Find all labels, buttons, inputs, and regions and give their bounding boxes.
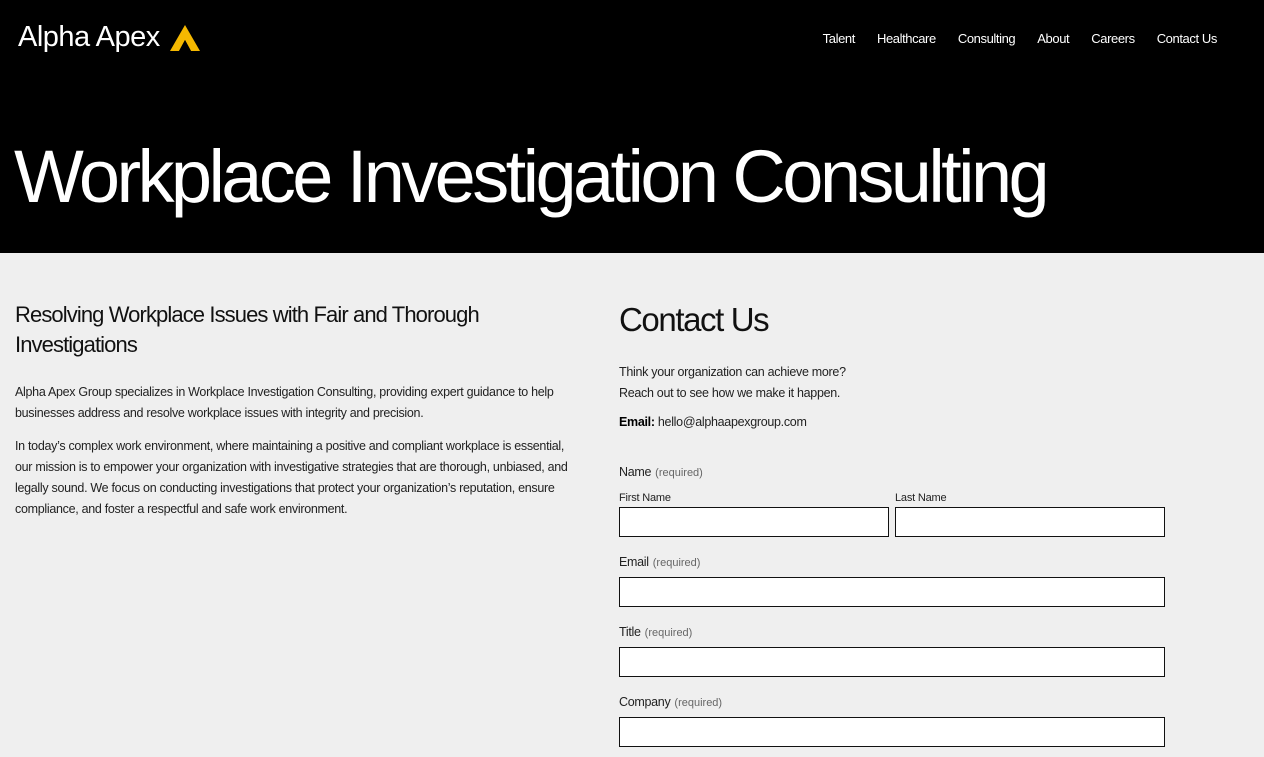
last-name-wrapper [895, 492, 1165, 537]
brand-name: Alpha Apex [18, 21, 160, 53]
contact-heading: Contact Us [619, 301, 769, 338]
company-field-label: Company [619, 695, 671, 709]
email-field-label: Email [619, 555, 649, 569]
required-indicator: (required) [652, 557, 701, 569]
company-field-group [619, 693, 1165, 747]
nav-healthcare[interactable]: Healthcare [876, 31, 936, 46]
section-heading: Resolving Workplace Issues with Fair and Thorough Investigations [15, 302, 479, 357]
company-input[interactable] [619, 717, 1165, 747]
nav-careers[interactable]: Careers [1091, 31, 1135, 46]
intro-paragraph: Alpha Apex Group specializes in Workplace Investigation Consulting, providing expert guidance to help businesses address and resolve workplace issues with integrity and precision. [15, 385, 554, 420]
name-row [619, 492, 1165, 537]
page-title: Workplace Investigation Consulting [14, 135, 1047, 218]
contact-section [619, 300, 1165, 747]
email-link[interactable]: hello@alphaapexgroup.com [657, 415, 807, 429]
title-field-label: Title [619, 625, 641, 639]
required-indicator: (required) [674, 697, 723, 709]
last-name-label: Last Name [895, 492, 947, 504]
contact-form [619, 463, 1165, 747]
first-name-wrapper [619, 492, 889, 537]
first-name-input[interactable] [619, 507, 889, 537]
required-indicator: (required) [655, 467, 703, 479]
contact-intro [619, 362, 1165, 404]
contact-email [619, 415, 1165, 429]
main-nav [801, 31, 1217, 46]
hero-banner [0, 0, 1264, 253]
email-input[interactable] [619, 577, 1165, 607]
title-input[interactable] [619, 647, 1165, 677]
nav-about[interactable]: About [1037, 31, 1070, 46]
title-field-group [619, 623, 1165, 677]
name-field-group [619, 463, 1165, 537]
email-label: Email: [619, 415, 655, 429]
contact-intro-line-2: Reach out to see how we make it happen. [619, 386, 841, 400]
required-indicator: (required) [644, 627, 693, 639]
mission-paragraph: In today’s complex work environment, where maintaining a positive and compliant workplace is essential, our mission is to empower your organization with investigative strategies that are thorough, unbiased, and legally sound. We focus on conducting investigations that protect your organization’s reputation, ensure compliance, and foster a respectful and safe work environment. [15, 439, 568, 516]
email-field-group [619, 553, 1165, 607]
nav-consulting[interactable]: Consulting [957, 31, 1016, 46]
intro-section [15, 300, 575, 520]
first-name-label: First Name [619, 492, 671, 504]
name-label: Name [619, 465, 652, 479]
last-name-input[interactable] [895, 507, 1165, 537]
contact-intro-line-1: Think your organization can achieve more? [619, 365, 846, 379]
apex-logo-icon [170, 25, 200, 51]
nav-contact-us[interactable]: Contact Us [1156, 31, 1217, 46]
logo[interactable] [18, 21, 200, 54]
nav-talent[interactable]: Talent [822, 31, 855, 46]
